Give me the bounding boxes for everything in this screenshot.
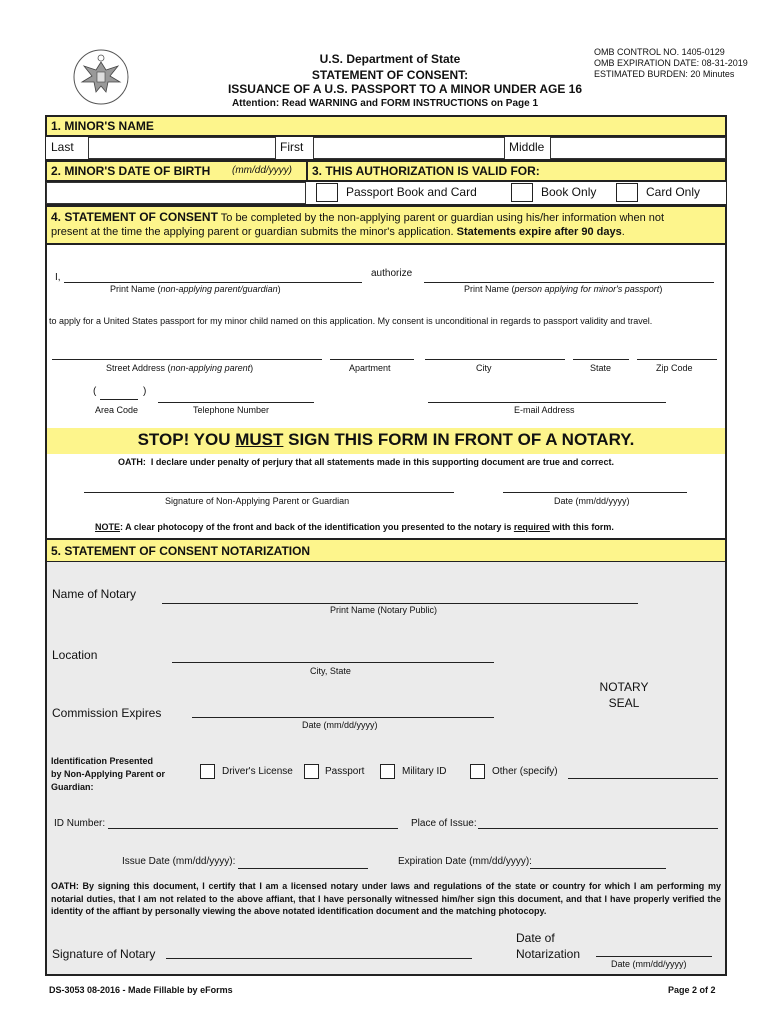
notarization-label: Notarization [516, 947, 581, 961]
form-title-2: ISSUANCE OF A U.S. PASSPORT TO A MINOR UNDER AGE 16 [227, 82, 583, 96]
area-paren-close: ) [143, 386, 147, 397]
oath-text: I declare under penalty of perjury that all statements made in this supporting document are true and correct. [150, 457, 614, 467]
email-caption: E-mail Address [514, 405, 575, 415]
street-caption [106, 363, 253, 373]
drivers-license-label: Driver's License [222, 766, 293, 777]
city-caption: City [476, 363, 492, 373]
date-of-label: Date of [516, 931, 555, 945]
caption-part: ) [659, 284, 663, 294]
caption-part: Street Address ( [106, 363, 171, 373]
commission-label: Commission Expires [52, 706, 162, 720]
section-5-title: 5. STATEMENT OF CONSENT NOTARIZATION [51, 544, 311, 558]
applicant-name-line[interactable] [424, 282, 714, 283]
state-caption: State [590, 363, 612, 373]
omb-control: OMB CONTROL NO. 1405-0129 [594, 47, 725, 57]
commission-line[interactable] [192, 717, 494, 718]
stop-must: MUST [235, 430, 284, 449]
apartment-caption: Apartment [349, 363, 391, 373]
location-label: Location [52, 648, 98, 662]
zip-caption: Zip Code [656, 363, 693, 373]
other-specify-line[interactable] [568, 778, 718, 779]
place-of-issue-line[interactable] [478, 828, 718, 829]
section-4-intro-2: present at the time the applying parent or guardian submits the minor's application. [51, 226, 454, 238]
section-4-line-1 [51, 210, 664, 224]
attention-line: Attention: Read WARNING and FORM INSTRUCTIONS on Page 1 [231, 98, 539, 109]
caption-part: ) [250, 363, 254, 373]
area-caption: Area Code [95, 405, 139, 415]
notary-print-caption: Print Name (Notary Public) [330, 605, 438, 615]
city-state-caption: City, State [310, 666, 351, 676]
last-label: Last [51, 140, 74, 154]
expiration-date-label: Expiration Date (mm/dd/yyyy): [398, 856, 532, 867]
consent-text: to apply for a United States passport for my minor child named on this application. My consent is unconditional in regards to passport validity and travel. [49, 316, 653, 326]
passport-label: Passport [325, 766, 365, 777]
first-name-input[interactable] [313, 137, 505, 159]
note-text: with this form. [549, 522, 614, 532]
footer-form-id: DS-3053 08-2016 - Made Fillable by eForms [49, 985, 233, 995]
authorize-label: authorize [371, 268, 413, 279]
notarization-date-caption: Date (mm/dd/yyyy) [611, 959, 687, 969]
caption-part: Print Name ( [464, 284, 515, 294]
notary-name-line[interactable] [162, 603, 638, 604]
oath-label: OATH: [118, 457, 146, 467]
section-3-title: 3. THIS AUTHORIZATION IS VALID FOR: [312, 164, 540, 178]
book-only-checkbox[interactable] [511, 183, 533, 202]
middle-name-input[interactable] [550, 137, 726, 159]
book-only-label: Book Only [541, 185, 597, 199]
area-paren-open: ( [93, 386, 97, 397]
street-line[interactable] [52, 359, 322, 360]
expire-note: Statements expire after 90 days [456, 226, 622, 238]
book-and-card-label: Passport Book and Card [346, 185, 477, 199]
oath-1 [118, 457, 614, 467]
notary-seal-line-1: NOTARY [599, 680, 649, 694]
dob-input[interactable] [46, 182, 306, 204]
notarization-date-line[interactable] [596, 956, 712, 957]
note-line [95, 522, 614, 532]
i-label: I, [55, 272, 61, 283]
zip-line[interactable] [637, 359, 717, 360]
parent-signature-date-line[interactable] [503, 492, 687, 493]
issue-date-line[interactable] [238, 868, 368, 869]
card-only-label: Card Only [646, 185, 701, 199]
note-text: : A clear photocopy of the front and back of the identification you presented to the notary is [120, 522, 514, 532]
form-title-1: STATEMENT OF CONSENT: [311, 68, 469, 82]
stop-warning [47, 430, 725, 450]
notary-name-label: Name of Notary [52, 587, 137, 601]
id-presented-1: Identification Presented [51, 756, 154, 766]
omb-expiration: OMB EXPIRATION DATE: 08-31-2019 [594, 58, 748, 68]
notary-seal-line-2: SEAL [608, 696, 640, 710]
section-4-intro-1: To be completed by the non-applying parent or guardian using his/her information when not [220, 212, 665, 224]
drivers-license-checkbox[interactable] [200, 764, 215, 779]
book-and-card-checkbox[interactable] [316, 183, 338, 202]
department-name: U.S. Department of State [319, 52, 461, 66]
note-required: required [513, 522, 550, 532]
parent-name-line[interactable] [64, 282, 362, 283]
stop-part: SIGN THIS FORM IN FRONT OF A NOTARY. [283, 430, 635, 449]
id-presented-2: by Non-Applying Parent or [51, 769, 166, 779]
caption-part: person applying for minor's passport [514, 284, 660, 294]
notary-oath: OATH: By signing this document, I certify that I am a licensed notary under laws and regulations of the state or country for which I am performing my notarial duties, that I am not related to the above affiant, that I have personally witnessed him/her sign this document, and that I have properly verified the identity of the affiant by personally viewing the above notated identification document and the matching photocopy. [51, 881, 721, 916]
parent-signature-caption: Signature of Non-Applying Parent or Guardian [165, 496, 350, 506]
commission-date-caption: Date (mm/dd/yyyy) [302, 720, 378, 730]
parent-signature-line[interactable] [84, 492, 454, 493]
parent-name-caption [110, 284, 281, 294]
notary-signature-label: Signature of Notary [52, 947, 156, 961]
caption-part: ) [277, 284, 281, 294]
department-seal [72, 48, 130, 106]
telephone-caption: Telephone Number [193, 405, 270, 415]
caption-part: non-applying parent/guardian [160, 284, 278, 294]
id-presented-3: Guardian: [51, 782, 94, 792]
location-line[interactable] [172, 662, 494, 663]
other-id-label: Other (specify) [492, 766, 558, 777]
estimated-burden: ESTIMATED BURDEN: 20 Minutes [594, 69, 735, 79]
military-id-checkbox[interactable] [380, 764, 395, 779]
id-number-line[interactable] [108, 828, 398, 829]
dob-hint: (mm/dd/yyyy) [232, 165, 292, 176]
footer-page-number: Page 2 of 2 [668, 985, 716, 995]
applicant-name-caption [464, 284, 662, 294]
section-4-title: 4. STATEMENT OF CONSENT [51, 210, 218, 224]
parent-signature-date-caption: Date (mm/dd/yyyy) [554, 496, 630, 506]
last-name-input[interactable] [88, 137, 276, 159]
id-number-label: ID Number: [54, 818, 106, 829]
expiration-date-line[interactable] [530, 868, 666, 869]
military-id-label: Military ID [402, 766, 447, 777]
notary-signature-line[interactable] [166, 958, 472, 959]
place-of-issue-label: Place of Issue: [411, 818, 477, 829]
card-only-checkbox[interactable] [616, 183, 638, 202]
first-label: First [280, 140, 304, 154]
section-1-title: 1. MINOR'S NAME [51, 119, 154, 133]
stop-part: STOP! YOU [137, 430, 236, 449]
note-label: NOTE [95, 522, 121, 532]
section-2-title: 2. MINOR'S DATE OF BIRTH [51, 164, 211, 178]
middle-label: Middle [509, 140, 545, 154]
state-line[interactable] [573, 359, 629, 360]
passport-checkbox[interactable] [304, 764, 319, 779]
email-line[interactable] [428, 402, 666, 403]
city-line[interactable] [425, 359, 565, 360]
caption-part: non-applying parent [170, 363, 251, 373]
area-code-line[interactable] [100, 399, 138, 400]
other-id-checkbox[interactable] [470, 764, 485, 779]
section-4-line-2: present at the time the applying parent or guardian submits the minor's application. Statements expire after 90 days. [51, 226, 625, 238]
caption-part: Print Name ( [110, 284, 161, 294]
apartment-line[interactable] [330, 359, 414, 360]
issue-date-label: Issue Date (mm/dd/yyyy): [122, 856, 236, 867]
telephone-line[interactable] [158, 402, 314, 403]
